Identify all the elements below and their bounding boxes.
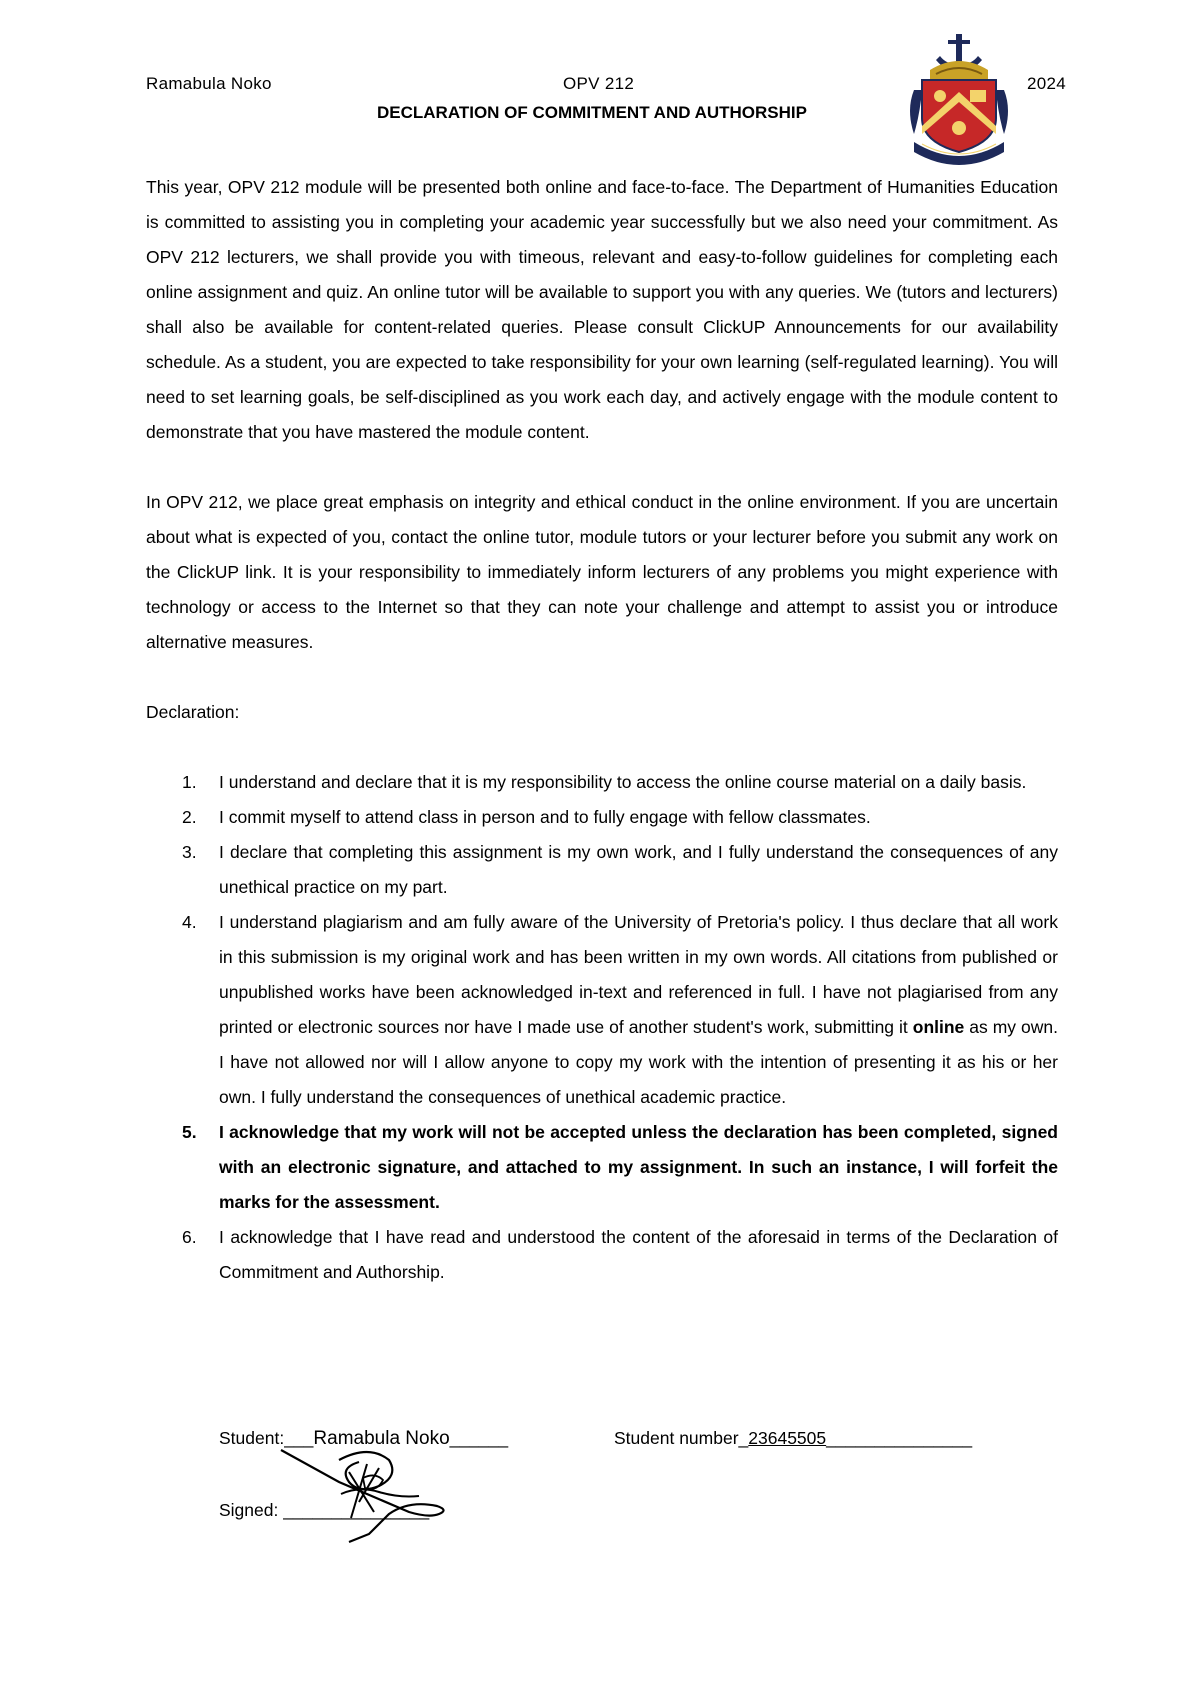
student-number-field: Student number_23645505_______________ bbox=[614, 1428, 973, 1448]
declaration-item bbox=[146, 1220, 1058, 1290]
item-text: I acknowledge that I have read and understood the content of the aforesaid in terms of the Declaration of Commitment and Authorship. bbox=[219, 1227, 1058, 1282]
header-module-code: OPV 212 bbox=[563, 74, 635, 93]
item-number: 4. bbox=[182, 912, 197, 932]
item-text: I understand and declare that it is my responsibility to access the online course material on a daily basis. bbox=[219, 772, 1027, 792]
student-name-value: Ramabula Noko bbox=[313, 1428, 450, 1449]
item-text: I acknowledge that my work will not be accepted unless the declaration has been completed, signed with an electronic signature, and attached to my assignment. In such an instance, I will forfeit the marks for the assessment. bbox=[219, 1122, 1058, 1212]
declaration-item bbox=[146, 905, 1058, 1115]
item-text: I declare that completing this assignment is my own work, and I fully understand the consequences of any unethical practice on my part. bbox=[219, 842, 1058, 897]
item-number: 3. bbox=[182, 842, 197, 862]
item-number: 1. bbox=[182, 772, 197, 792]
item-number: 2. bbox=[182, 807, 197, 827]
signature-section bbox=[219, 1428, 1064, 1568]
signed-label: Signed: bbox=[219, 1500, 279, 1520]
signed-field: Signed: _______________ bbox=[219, 1500, 430, 1520]
emphasis-online: online bbox=[912, 1017, 965, 1037]
declaration-item bbox=[146, 835, 1058, 905]
handwritten-signature bbox=[279, 1442, 469, 1547]
declaration-item bbox=[146, 800, 1058, 835]
item-number: 6. bbox=[182, 1227, 197, 1247]
declaration-item bbox=[146, 765, 1058, 800]
declaration-item bbox=[146, 1115, 1058, 1220]
student-number-value: 23645505 bbox=[748, 1428, 827, 1448]
item-text: I commit myself to attend class in person and to fully engage with fellow classmates. bbox=[219, 807, 871, 827]
document-body bbox=[146, 170, 1058, 1290]
university-crest-logo bbox=[900, 30, 1018, 170]
item-number: 5. bbox=[182, 1122, 197, 1142]
intro-paragraph: This year, OPV 212 module will be presented both online and face-to-face. The Department of Humanities Education is committed to assisting you in completing your academic year successfully but we also need your commitment. As OPV 212 lecturers, we shall provide you with timeous, relevant and easy-to-follow guidelines for completing each online assignment and quiz. An online tutor will be available to support you with any queries. We (tutors and lecturers) shall also be available for content-related queries. Please consult ClickUP Announcements for our availability schedule. As a student, you are expected to take responsibility for your own learning (self-regulated learning). You will need to set learning goals, be self-disciplined as you work each day, and actively engage with the module content to demonstrate that you have mastered the module content. bbox=[146, 177, 1058, 442]
header-student-name: Ramabula Noko bbox=[146, 74, 272, 93]
student-number-label: Student number bbox=[614, 1428, 739, 1448]
student-label: Student: bbox=[219, 1428, 285, 1448]
declaration-list bbox=[146, 765, 1058, 1290]
item-text: I understand plagiarism and am fully aware of the University of Pretoria's policy. I thus declare that all work in this submission is my original work and has been written in my own words. All citations from published or unpublished works have been acknowledged in-text and referenced in full. I have not plagiarised from any printed or electronic sources nor have I made use of another student's work, submitting it online as my own. I have not allowed nor will I allow anyone to copy my work with the intention of presenting it as his or her own. I fully understand the consequences of unethical academic practice. bbox=[219, 912, 1058, 1107]
document-title: DECLARATION OF COMMITMENT AND AUTHORSHIP bbox=[376, 103, 807, 122]
declaration-label: Declaration: bbox=[146, 702, 240, 722]
student-field: Student:___Ramabula Noko______ bbox=[219, 1428, 509, 1449]
header-year: 2024 bbox=[1026, 74, 1066, 93]
integrity-paragraph: In OPV 212, we place great emphasis on integrity and ethical conduct in the online environment. If you are uncertain about what is expected of you, contact the online tutor, module tutors or your lecturer before you submit any work on the ClickUP link. It is your responsibility to immediately inform lecturers of any problems you might experience with technology or access to the Internet so that they can note your challenge and attempt to assist you or introduce alternative measures. bbox=[146, 492, 1058, 652]
